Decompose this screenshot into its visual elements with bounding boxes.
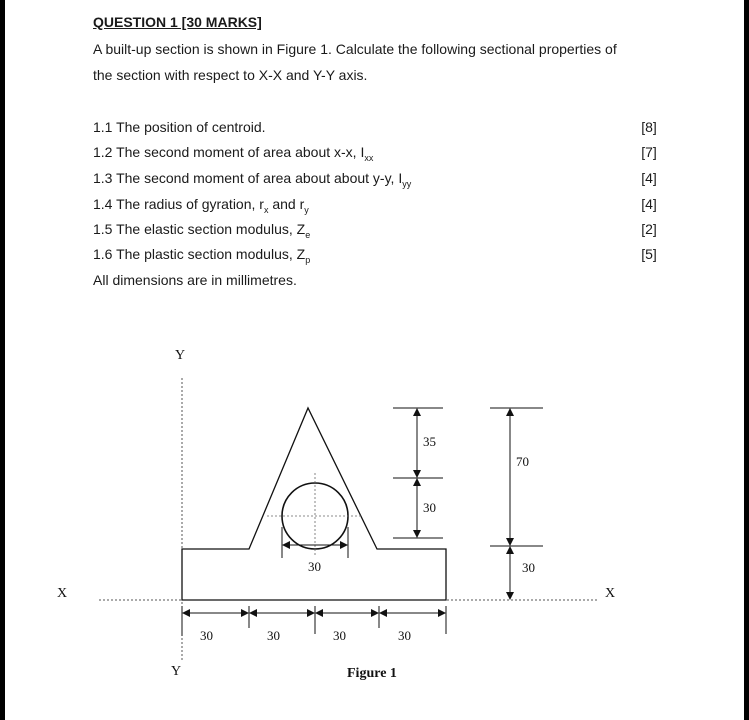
y-axis-label-top: Y bbox=[175, 348, 186, 363]
x-axis-label-left: X bbox=[57, 586, 68, 601]
figure-caption: Figure 1 bbox=[347, 666, 397, 681]
mark-1-1: [8] bbox=[641, 119, 657, 135]
bottom-dimension-label-2: 30 bbox=[267, 628, 280, 643]
item-1-6: 1.6 The plastic section modulus, $Z_p$ bbox=[93, 246, 311, 265]
document-page bbox=[5, 0, 744, 720]
intro-line-1: A built-up section is shown in Figure 1. Calculate the following sectional properties of bbox=[93, 41, 617, 57]
item-1-2: 1.2 The second moment of area about x-x, $I_{xx}$ bbox=[93, 144, 374, 163]
total-height-label: 70 bbox=[516, 454, 529, 469]
item-1-1: 1.1 The position of centroid. bbox=[93, 119, 266, 135]
units-note: All dimensions are in millimetres. bbox=[93, 272, 297, 288]
mark-1-3: [4] bbox=[641, 170, 657, 186]
question-heading: QUESTION 1 [30 MARKS] bbox=[93, 14, 262, 30]
mark-1-4: [4] bbox=[641, 196, 657, 212]
item-1-5: 1.5 The elastic section modulus, $Z_e$ bbox=[93, 221, 311, 240]
mark-1-6: [5] bbox=[641, 246, 657, 262]
bottom-dimension-label-1: 30 bbox=[200, 628, 213, 643]
y-axis-label-bottom: Y bbox=[171, 664, 182, 679]
figure-1-diagram bbox=[5, 0, 744, 720]
middle-height-label: 30 bbox=[423, 500, 436, 515]
bottom-dimension-label-4: 30 bbox=[398, 628, 411, 643]
hole-dimension-label: 30 bbox=[308, 559, 321, 574]
bottom-dimension-label-3: 30 bbox=[333, 628, 346, 643]
intro-line-2: the section with respect to X-X and Y-Y axis. bbox=[93, 67, 368, 83]
mark-1-2: [7] bbox=[641, 144, 657, 160]
item-1-4: 1.4 The radius of gyration, $r_x$ and $r_y$ bbox=[93, 196, 309, 215]
x-axis-label-right: X bbox=[605, 586, 616, 601]
upper-height-label: 35 bbox=[423, 434, 436, 449]
item-1-3: 1.3 The second moment of area about about y-y, $I_{yy}$ bbox=[93, 170, 412, 189]
base-height-label: 30 bbox=[522, 560, 535, 575]
mark-1-5: [2] bbox=[641, 221, 657, 237]
